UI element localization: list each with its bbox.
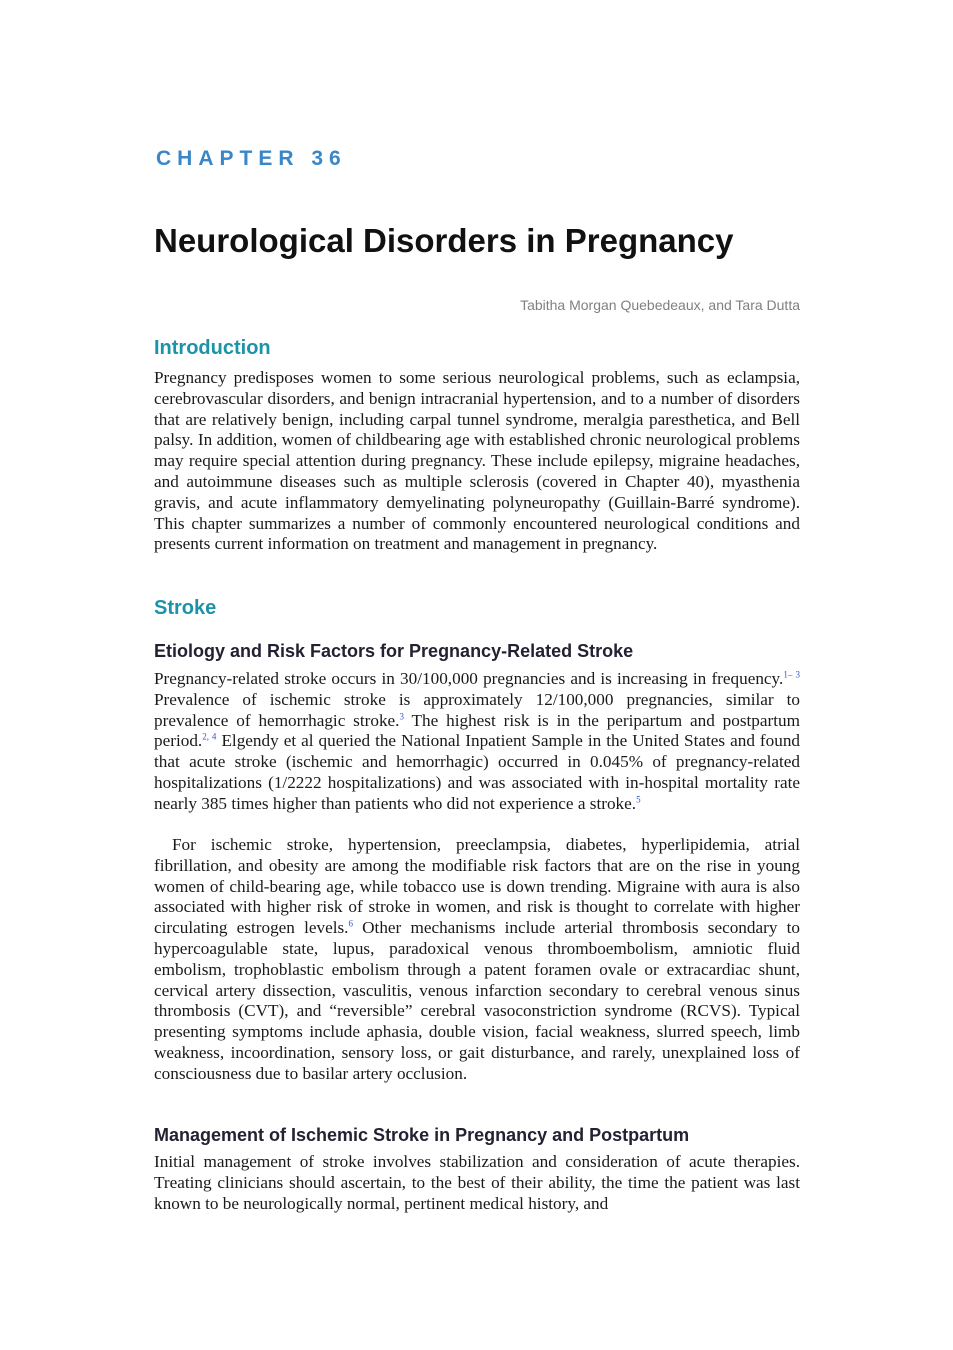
etiology-p1-text-3: The highest risk is in the peripartum and postpartum period. [154, 710, 800, 751]
etiology-p1-text-1: Pregnancy-related stroke occurs in 30/100,000 pregnancies and is increasing in frequency. [154, 669, 784, 688]
etiology-paragraph-1 [154, 669, 800, 815]
citation-ref[interactable]: 2, 4 [202, 731, 217, 742]
chapter-title: Neurological Disorders in Pregnancy [154, 222, 734, 259]
citation-ref[interactable]: 5 [636, 794, 641, 805]
author-line: Tabitha Morgan Quebedeaux, and Tara Dutta [520, 297, 800, 313]
etiology-paragraph-2 [154, 835, 800, 1085]
management-paragraph: Initial management of stroke involves stabilization and consideration of acute therapies. Treating clinicians should ascertain, to the best of their ability, the time the patient was last known to be neurologically normal, pertinent medical history, and [154, 1152, 800, 1213]
etiology-p2-text-1: For ischemic stroke, hypertension, preeclampsia, diabetes, hyperlipidemia, atrial fibrillation, and obesity are among the modifiable risk factors that are on the rise in young women of child-bearing age, while tobacco use is down trending. Migraine with aura is also associated with higher risk of stroke in women, and risk is thought to correlate with higher circulating estrogen levels. [154, 835, 800, 938]
citation-ref[interactable]: 6 [348, 918, 353, 929]
introduction-paragraph: Pregnancy predisposes women to some serious neurological problems, such as eclampsia, cerebrovascular disorders, and benign intracranial hypertension, and to a number of disorders that are relatively benign, including carpal tunnel syndrome, meralgia paresthetica, and Bell palsy. In addition, women of childbearing age with established chronic neurological problems may require special attention during pregnancy. These include epilepsy, migraine headaches, and autoimmune diseases such as multiple sclerosis (covered in Chapter 40), myasthenia gravis, and acute inflammatory demyelinating polyneuropathy (Guillain-Barré syndrome). This chapter summarizes a number of commonly encountered neurological conditions and presents current information on treatment and management in pregnancy. [154, 368, 800, 554]
etiology-heading: Etiology and Risk Factors for Pregnancy-Related Stroke [154, 641, 634, 661]
chapter-number: CHAPTER 36 [156, 147, 347, 170]
citation-ref[interactable]: 3 [399, 710, 404, 721]
etiology-p1-text-4: Elgendy et al queried the National Inpatient Sample in the United States and found that acute stroke (ischemic and hemorrhagic) occurred in 0.045% of pregnancy-related hospitalizations (1/2222 hospitalizations) and was associated with in-hospital mortality rate nearly 385 times higher than patients who did not experience a stroke. [154, 731, 801, 813]
etiology-p2-text-2: Other mechanisms include arterial thrombosis secondary to hypercoagulable state, lupus, paradoxical venous thromboembolism, amniotic fluid embolism, trophoblastic embolism through a patent foramen ovale or extracardiac shunt, cervical artery dissection, vasculitis, venous infarction secondary to cerebral venous sinus thrombosis (CVT), and “reversible” cerebral vasoconstriction syndrome (RCVS). Typical presenting symptoms include aphasia, double vision, facial weakness, slurred speech, limb weakness, incoordination, sensory loss, or gait disturbance, and rarely, unexplained loss of consciousness due to basilar artery occlusion. [154, 918, 800, 1083]
citation-ref[interactable]: 1– 3 [783, 669, 800, 680]
management-heading: Management of Ischemic Stroke in Pregnancy and Postpartum [154, 1125, 690, 1145]
etiology-p1-text-2: Prevalence of ischemic stroke is approximately 12/100,000 pregnancies, similar to prevalence of hemorrhagic stroke. [154, 689, 800, 730]
stroke-heading: Stroke [154, 597, 217, 619]
introduction-heading: Introduction [154, 337, 271, 359]
